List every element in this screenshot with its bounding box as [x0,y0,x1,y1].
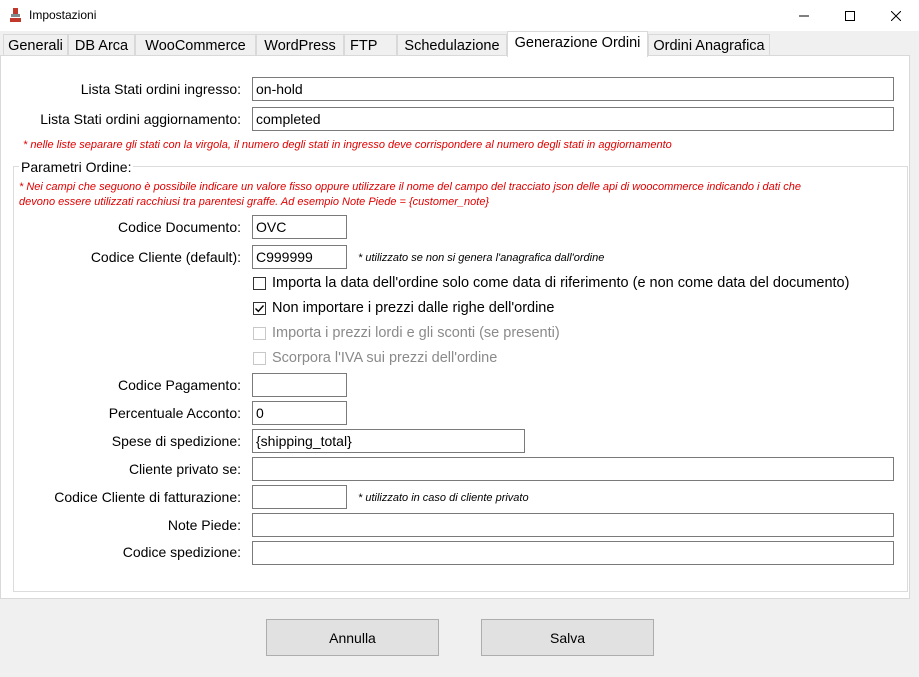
note-piede-input[interactable] [252,513,894,537]
percentuale-acconto-label: Percentuale Acconto: [108,405,241,421]
tab-ordini-anagrafica[interactable]: Ordini Anagrafica [648,34,770,56]
tab-wordpress[interactable]: WordPress [256,34,344,56]
codice-cliente-note: * utilizzato se non si genera l'anagrafica dall'ordine [358,252,605,264]
scorpora-iva-checkbox [253,352,266,365]
tab-generali[interactable]: Generali [3,34,68,56]
tab-db-arca[interactable]: DB Arca [68,34,135,56]
codice-cliente-fatturazione-input[interactable] [252,485,347,509]
tab-schedulazione[interactable]: Schedulazione [397,34,507,56]
importa-data-riferimento-label[interactable]: Importa la data dell'ordine solo come data di riferimento (e non come data del documento) [272,275,850,291]
lista-stati-aggiornamento-input[interactable]: completed [252,107,894,131]
importa-data-riferimento-checkbox[interactable] [253,277,266,290]
codice-cliente-fatturazione-label: Codice Cliente di fatturazione: [54,489,241,505]
spese-spedizione-input[interactable]: {shipping_total} [252,429,525,453]
codice-cliente-input[interactable]: C999999 [252,245,347,269]
lista-stati-aggiornamento-label: Lista Stati ordini aggiornamento: [40,111,241,127]
annulla-button[interactable]: Annulla [266,619,439,656]
spese-spedizione-label: Spese di spedizione: [111,433,241,449]
tab-woocommerce[interactable]: WooCommerce [135,34,256,56]
app-icon [10,8,21,22]
importa-prezzi-lordi-checkbox [253,327,266,340]
lista-stati-ingresso-label: Lista Stati ordini ingresso: [80,81,241,97]
non-importare-prezzi-label[interactable]: Non importare i prezzi dalle righe dell'ordine [272,300,555,316]
close-button[interactable] [873,0,919,31]
percentuale-acconto-input[interactable]: 0 [252,401,347,425]
scorpora-iva-label: Scorpora l'IVA sui prezzi dell'ordine [272,350,498,366]
non-importare-prezzi-checkbox[interactable] [253,302,266,315]
parametri-ordine-title: Parametri Ordine: [21,159,132,175]
codice-spedizione-input[interactable] [252,541,894,565]
cliente-privato-label: Cliente privato se: [128,461,241,477]
group-note-line2: devono essere utilizzati racchiusi tra parentesi graffe. Ad esempio Note Piede = {customer_note} [19,196,490,208]
maximize-button[interactable] [827,0,873,31]
importa-prezzi-lordi-label: Importa i prezzi lordi e gli sconti (se presenti) [272,325,560,341]
note-piede-label: Note Piede: [167,517,241,533]
window-title: Impostazioni [29,8,97,22]
tab-panel-generazione-ordini [0,55,910,599]
close-icon [891,8,901,24]
lista-stati-ingresso-input[interactable]: on-hold [252,77,894,101]
salva-button[interactable]: Salva [481,619,654,656]
group-note-line1: * Nei campi che seguono è possibile indicare un valore fisso oppure utilizzare il nome del campo del tracciato json delle api di woocommerce indicando i dati che [19,181,802,193]
codice-documento-label: Codice Documento: [118,219,241,235]
cliente-privato-input[interactable] [252,457,894,481]
checkmark-icon [254,303,265,314]
tab-strip [0,31,919,56]
liste-note: * nelle liste separare gli stati con la virgola, il numero degli stati in ingresso deve corrispondere al numero degli stati in aggiornamento [23,139,672,151]
codice-cliente-label: Codice Cliente (default): [90,249,241,265]
maximize-icon [845,8,855,24]
title-bar [0,0,919,31]
codice-spedizione-label: Codice spedizione: [122,544,241,560]
minimize-icon [799,8,809,24]
minimize-button[interactable] [781,0,827,31]
tab-generazione-ordini[interactable]: Generazione Ordini [507,31,648,57]
codice-documento-input[interactable]: OVC [252,215,347,239]
codice-pagamento-label: Codice Pagamento: [118,377,241,393]
codice-cliente-fatturazione-note: * utilizzato in caso di cliente privato [358,492,529,504]
codice-pagamento-input[interactable] [252,373,347,397]
tab-ftp[interactable]: FTP [344,34,397,56]
